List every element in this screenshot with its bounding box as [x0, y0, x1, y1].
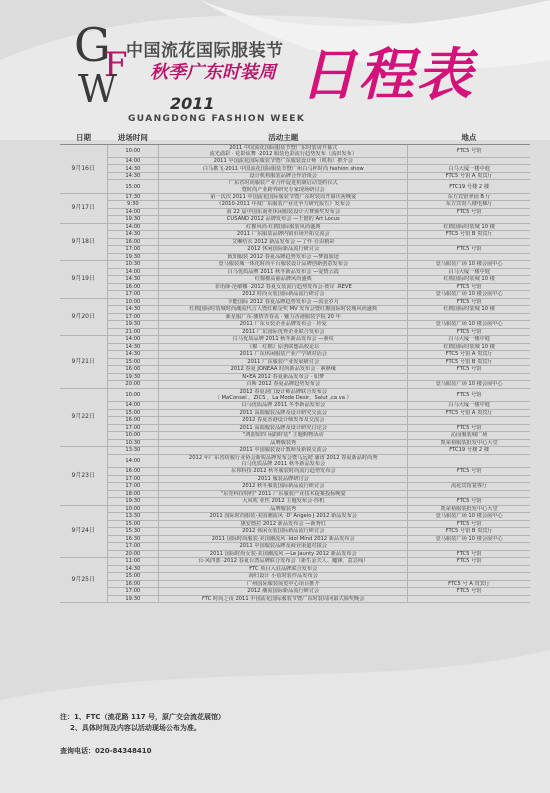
time-cell: 15:30 — [107, 528, 159, 536]
table-row — [60, 468, 530, 476]
table-row — [60, 238, 530, 246]
location-cell: FTC5 号馆 — [408, 366, 530, 374]
topic-cell: 广东省时尚服装产业合作促进机制启动签约仪式 暨时尚产业跨界研究专家现场研讨会 — [159, 180, 408, 193]
topic-cell: "鸿韵如四 闲韵时装" 主题购物活动 — [159, 432, 408, 440]
topic-cell: 黛安德拉 2012 新品发布会 —新秀红 — [159, 520, 408, 528]
time-cell: 20:00 — [107, 550, 159, 558]
date-cell: 9月17日 — [60, 193, 107, 223]
table-row — [60, 475, 530, 483]
location-cell: FTC5 号馆 B 贵宾厅 — [408, 358, 530, 366]
event-subtitle-cn: 秋季广东时装周 — [150, 62, 276, 83]
table-row — [60, 321, 530, 329]
location-cell — [408, 543, 530, 551]
table-row — [60, 535, 530, 543]
time-cell: 17:00 — [107, 483, 159, 491]
table-row — [60, 172, 530, 180]
table-row — [60, 417, 530, 425]
location-cell: 白马大厦一楼中庭 — [408, 268, 530, 276]
location-cell: 白马大厦一楼中庭 — [408, 336, 530, 344]
location-cell: FTC5 号 A 贵宾厅 — [408, 580, 530, 588]
table-header-row — [60, 131, 530, 144]
location-cell: FTC5 号馆 B 贵宾厅 — [408, 528, 530, 536]
topic-cell: 红棉棉高丽品牌风尚盛典 — [159, 276, 408, 284]
time-cell: 16:00 — [107, 238, 159, 246]
topic-cell: 台·风四部 ·2012 春夏台湾品牌联合发布会（新生金夫人、魔锋、意芸线） — [159, 558, 408, 566]
location-cell: 白马大厦一楼中庭 — [408, 165, 530, 173]
topic-cell: 品牌服装秀 — [159, 505, 408, 513]
table-row — [60, 328, 530, 336]
table-row — [60, 528, 530, 536]
header-date: 日期 — [60, 131, 107, 144]
time-cell: 15:00 — [107, 180, 159, 193]
table-row — [60, 424, 530, 432]
location-cell: FTC5 号馆 — [408, 298, 530, 306]
schedule-body — [60, 144, 530, 603]
date-cell: 9月22日 — [60, 388, 107, 446]
time-cell: 13:30 — [107, 447, 159, 455]
topic-cell: N•EA 2012 春夏新品发布会 · 如梦 — [159, 373, 408, 381]
time-cell: 17:00 — [107, 246, 159, 254]
topic-cell: 卡能国际 2012 春夏品牌趋势发布会 —流金岁月 — [159, 298, 408, 306]
table-row — [60, 381, 530, 389]
header-location: 地点 — [408, 131, 530, 144]
location-cell: FTC5 号馆 — [408, 144, 530, 157]
topic-cell: 百斯 2012 春夏品牌趋势发布会 — [159, 381, 408, 389]
time-cell: 14:30 — [107, 276, 159, 284]
location-cell: FTC5 号馆 — [408, 246, 530, 254]
topic-cell: 2012 春夏 JONEAA 时尚新品发布会 · 素颜缘 — [159, 366, 408, 374]
topic-cell: 2011 中国服装设计教师及新锐交流会 — [159, 447, 408, 455]
location-cell: FTC5 号馆 — [408, 520, 530, 528]
time-cell: 9:30 — [107, 201, 159, 209]
time-cell: 18:00 — [107, 490, 159, 498]
topic-cell: 菲语薛·范敏娜 ·2012 春夏女装流行趋势发布会·彼岸 .REVE — [159, 283, 408, 291]
time-cell: 10:00 — [107, 144, 159, 157]
topic-cell: 《2010-2011 年度广东服装产业竞争力研究报告》发布会 — [159, 201, 408, 209]
note-1: 注：1、FTC（流花路 117 号，原广交会流花展馆） — [60, 713, 226, 721]
time-cell: 19:30 — [107, 498, 159, 506]
location-cell: 壹马服装广场 10 楼会展中心 — [408, 513, 530, 521]
location-cell: FTC5 号馆 — [408, 498, 530, 506]
table-row — [60, 498, 530, 506]
time-cell: 14:00 — [107, 402, 159, 410]
location-cell: FTC5 号馆 — [408, 283, 530, 291]
topic-cell: 2012 休闲女装国际新品流行研讨会 — [159, 528, 408, 536]
location-cell — [408, 595, 530, 603]
location-cell: FTC5 号馆 — [408, 550, 530, 558]
topic-cell: 2011 国际时尚服装·美国潮流风 ·D' Angelo J 2012 新品发布会 — [159, 513, 408, 521]
table-row — [60, 253, 530, 261]
location-cell: 红棉国际时装城 10 楼 — [408, 306, 530, 314]
table-row — [60, 490, 530, 498]
header-time: 进场时间 — [107, 131, 159, 144]
topic-cell: 2012 潮流国际新品流行研讨会 — [159, 588, 408, 596]
table-row — [60, 231, 530, 239]
topic-cell: 2011 广东女装企业品牌发布会 · 珍爱 — [159, 321, 408, 329]
topic-cell: 艾琳结衣 2012 新品发布会 —了作·自由精彩 — [159, 238, 408, 246]
topic-cell: 白马优质品牌 2011 秋冬新品发布会 —爱情云霞 — [159, 268, 408, 276]
location-cell: FTC5 号馆 — [408, 328, 530, 336]
table-row — [60, 573, 530, 581]
location-cell: 凯荣裕服装批发中心大堂 — [408, 439, 530, 447]
time-cell: 10:30 — [107, 261, 159, 269]
location-cell — [408, 454, 530, 467]
date-cell: 9月23日 — [60, 447, 107, 505]
location-cell: FTC5 号馆 A 贵宾厅 — [408, 409, 530, 417]
time-cell: 20:00 — [107, 381, 159, 389]
topic-cell: 2011 广东休闲服装产业产学研对话会 — [159, 351, 408, 359]
time-cell: 15:00 — [107, 409, 159, 417]
date-cell: 9月16日 — [60, 144, 107, 193]
location-cell: 壹马服装广场 10 楼会展中心 — [408, 321, 530, 329]
time-cell: 14:30 — [107, 343, 159, 351]
topic-cell: 2012 年广东省纺服行业协会新锐品牌发布会暨马远彻 潘涛 2012 春夏新品时尚秀 白马优质品牌 2011 秋冬新品发布会 — [159, 454, 408, 467]
topic-cell: 2012 时尚女装国际新品流行研讨会 — [159, 291, 408, 299]
time-cell: 10:00 — [107, 432, 159, 440]
time-cell: 10:00 — [107, 388, 159, 401]
time-cell: 10:00 — [107, 298, 159, 306]
topic-cell: 大风吹 亚性 2012 主题发布会·你机 — [159, 498, 408, 506]
location-cell — [408, 216, 530, 224]
date-cell: 9月25日 — [60, 558, 107, 603]
header — [0, 0, 550, 130]
time-cell: 15:00 — [107, 358, 159, 366]
location-cell — [408, 253, 530, 261]
time-cell: 10:30 — [107, 439, 159, 447]
table-row — [60, 358, 530, 366]
topic-cell: 设计机构服装品牌合作洽谈会 — [159, 172, 408, 180]
time-cell: 14:30 — [107, 306, 159, 314]
date-cell: 9月19日 — [60, 261, 107, 299]
time-cell: 17:30 — [107, 193, 159, 201]
time-cell: 21:00 — [107, 328, 159, 336]
table-row — [60, 201, 530, 209]
time-cell: 16:00 — [107, 580, 159, 588]
time-cell: 17:00 — [107, 543, 159, 551]
time-cell: 16:30 — [107, 535, 159, 543]
location-cell: FTC5 号馆 — [408, 468, 530, 476]
location-cell: 白马大厦一楼中庭 — [408, 402, 530, 410]
time-cell: 19:30 — [107, 253, 159, 261]
location-cell — [408, 573, 530, 581]
table-row — [60, 447, 530, 455]
event-year: 2011 — [170, 94, 215, 113]
date-cell: 9月18日 — [60, 223, 107, 261]
notes — [60, 712, 530, 734]
topic-cell: 2011 中国服装品牌及商业渠道对接会 — [159, 543, 408, 551]
table-row — [60, 208, 530, 216]
table-row — [60, 291, 530, 299]
topic-cell: 红棉国际时装城时尚潮流代言人暨红棉金奖 MV 发布会暨红棉国际时装城风尚盛典 — [159, 306, 408, 314]
time-cell: 15:00 — [107, 573, 159, 581]
table-row — [60, 373, 530, 381]
topic-cell: 广州国际服装展览中心项目推介 — [159, 580, 408, 588]
table-row — [60, 483, 530, 491]
topic-cell: 2012 春夏香港设计师发布及交流会 — [159, 417, 408, 425]
table-row — [60, 216, 530, 224]
table-row — [60, 246, 530, 254]
date-cell: 9月20日 — [60, 298, 107, 336]
location-cell: FTC19 号楼 2 楼 — [408, 447, 530, 455]
topic-cell: 白马优质品牌 2011 冬季新品发布会 — [159, 402, 408, 410]
event-title-en: GUANGDONG FASHION WEEK — [128, 114, 306, 124]
topic-cell: 第 22 届中国东南亚休闲服装设计大赛颁奖发布会 — [159, 208, 408, 216]
time-cell: 14:30 — [107, 351, 159, 359]
table-row — [60, 283, 530, 291]
location-cell: 东方宾馆翠园 B 厅 — [408, 193, 530, 201]
time-cell: 17:00 — [107, 475, 159, 483]
time-cell: 19:30 — [107, 216, 159, 224]
time-cell: 14:00 — [107, 268, 159, 276]
table-row — [60, 595, 530, 603]
table-row — [60, 402, 530, 410]
table-row — [60, 351, 530, 359]
topic-cell: 2011 广东服装产业发展研讨会 — [159, 358, 408, 366]
time-cell: 13:30 — [107, 513, 159, 521]
time-cell: 10:00 — [107, 505, 159, 513]
schedule-title: 日程表 — [300, 43, 474, 108]
time-cell: 17:00 — [107, 588, 159, 596]
gfw-logo — [72, 18, 142, 111]
table-row — [60, 193, 530, 201]
topic-cell: 2011 服装品牌研讨会 — [159, 475, 408, 483]
time-cell: 17:00 — [107, 313, 159, 321]
location-cell — [408, 490, 530, 498]
location-cell: FTC19 号楼 2 楼 — [408, 180, 530, 193]
time-cell: 14:30 — [107, 172, 159, 180]
topic-cell: 2011 国际时尚服装·美国潮流风 ·Idol Mind 2012 新品发布会 — [159, 535, 408, 543]
time-cell: 16:00 — [107, 366, 159, 374]
location-cell: FTC5 号馆 — [408, 588, 530, 596]
table-row — [60, 409, 530, 417]
table-row — [60, 513, 530, 521]
table-row — [60, 306, 530, 314]
location-cell: 沁园服装城广场 — [408, 432, 530, 440]
location-cell: 流花宾馆宴客厅 — [408, 483, 530, 491]
time-cell: 14:00 — [107, 157, 159, 165]
topic-cell: 2012 春夏洞门设计师品牌联合发布会 （ MaConsel ，ZICS ，La Mode Desir，Salut ,ca va ） — [159, 388, 408, 401]
table-row — [60, 298, 530, 306]
table-row — [60, 268, 530, 276]
table-row — [60, 432, 530, 440]
location-cell: FTC5 号馆 A 贵宾厅 — [408, 351, 530, 359]
location-cell: 凯荣裕服装批发中心大堂 — [408, 505, 530, 513]
note-2: 2、具体时间及内容以活动现场公布为准。 — [70, 724, 201, 732]
table-row — [60, 223, 530, 231]
time-cell: 16:00 — [107, 283, 159, 291]
topic-cell: FTC 时尚之夜 2011 中国流花国际服装节暨广东时装周闭幕式颁奖晚会 — [159, 595, 408, 603]
topic-cell: 2011 中国流花国际服装节暨广东时装周开幕式 流光溢彩 · 花影炫舞 ·2012 服装色彩流行趋势发布（流田发布） — [159, 144, 408, 157]
location-cell — [408, 565, 530, 573]
table-row — [60, 520, 530, 528]
location-cell: 壹马服装广场 10 楼会展中心 — [408, 261, 530, 269]
time-cell: 15:00 — [107, 520, 159, 528]
location-cell — [408, 157, 530, 165]
date-cell: 9月24日 — [60, 505, 107, 558]
topic-cell: 2011 高端服装品牌及设计研究交流会 — [159, 409, 408, 417]
topic-cell: 白马携飞·2011 中国流花国际服装节暨广州白马杯时尚 fashion show — [159, 165, 408, 173]
table-row — [60, 144, 530, 157]
topic-cell: CUSAND 2012 品牌发布会 —王锴的 Art Locus — [159, 216, 408, 224]
time-cell: 11:00 — [107, 558, 159, 566]
topic-cell: 白马优质品牌 2011 秋冬新品发布会 —素纹 — [159, 336, 408, 344]
topic-cell: 第一次次 2011 中国流花国际服装节暨广东时装周开幕庆祝晚宴 — [159, 193, 408, 201]
time-cell: 19:30 — [107, 595, 159, 603]
topic-cell: 壹马服装城一体化时尚平台服装设计品牌创新创意发布会 — [159, 261, 408, 269]
location-cell — [408, 417, 530, 425]
time-cell: 14:00 — [107, 336, 159, 344]
topic-cell: 《棉 · 红棉》原创联想高校论坛 — [159, 343, 408, 351]
date-cell: 9月21日 — [60, 336, 107, 389]
table-row — [60, 276, 530, 284]
table-row — [60, 388, 530, 401]
location-cell — [408, 475, 530, 483]
time-cell: 14:00 — [107, 223, 159, 231]
table-row — [60, 558, 530, 566]
topic-cell: 品牌服装秀 — [159, 439, 408, 447]
table-row — [60, 313, 530, 321]
location-cell: 红棉国际时装城 10 楼 — [408, 343, 530, 351]
location-cell: FTC5 号馆 B 贵宾厅 — [408, 231, 530, 239]
time-cell: 14:30 — [107, 565, 159, 573]
location-cell: FTC5 号馆 — [408, 388, 530, 401]
table-row — [60, 454, 530, 467]
topic-cell: FTC 项目入驻品牌联合发布会 — [159, 565, 408, 573]
time-cell: 17:00 — [107, 424, 159, 432]
table-row — [60, 580, 530, 588]
location-cell: 壹马服装广场 10 楼会展中心 — [408, 535, 530, 543]
table-row — [60, 505, 530, 513]
table-row — [60, 180, 530, 193]
location-cell: 壹马服装广场 10 楼会展中心 — [408, 381, 530, 389]
location-cell: FTC5 号馆 A 贵宾厅 — [408, 172, 530, 180]
time-cell: 14:30 — [107, 231, 159, 239]
location-cell: FTC5 号馆 — [408, 558, 530, 566]
location-cell — [408, 313, 530, 321]
topic-cell: 红棉风尚·红棉国际服装风尚盛典 — [159, 223, 408, 231]
location-cell: FTC5 号馆 — [408, 424, 530, 432]
topic-cell: 东邦科技 2012 秋冬服装时尚流行趋势发布会 — [159, 468, 408, 476]
location-cell: 壹马服装广场 10 楼会展中心 — [408, 291, 530, 299]
location-cell: 东方宾馆八楼电梯厅 — [408, 201, 530, 209]
location-cell: 红棉国际时装城 10 楼 — [408, 276, 530, 284]
table-row — [60, 565, 530, 573]
table-row — [60, 343, 530, 351]
table-row — [60, 336, 530, 344]
logo-letter-w: W — [78, 67, 118, 111]
table-row — [60, 543, 530, 551]
topic-cell: 2011 国际时尚女装·美国潮流风 —Le Jaunty 2012 新品发布会 — [159, 550, 408, 558]
location-cell: FTC5 号馆 — [408, 208, 530, 216]
table-row — [60, 261, 530, 269]
topic-cell: 2012 秋冬服装国际新品流行研讨会 — [159, 483, 408, 491]
topic-cell: 新星服广东·激情青春盖 · 魅力香港服装学院 20 年 — [159, 313, 408, 321]
topic-cell: 2011 高端服装品牌及设计研究讨论会 — [159, 424, 408, 432]
time-cell: 16:00 — [107, 417, 159, 425]
time-cell: 17:00 — [107, 291, 159, 299]
topic-cell: 2011 广东服装品牌内销市场开拓交流会 — [159, 231, 408, 239]
topic-cell: 海归设计 小蓓时装作品发布会 — [159, 573, 408, 581]
time-cell: 14:30 — [107, 165, 159, 173]
location-cell: 红棉国际时装城 10 楼 — [408, 223, 530, 231]
time-cell: 14:00 — [107, 208, 159, 216]
table-row — [60, 165, 530, 173]
topic-cell: "东莞科技特约" 2011 广东服装产业技术提案投标晚宴 — [159, 490, 408, 498]
topic-cell: 致知服装 2012 春夏品牌趋势发布会 —梦圆旅途 — [159, 253, 408, 261]
topic-cell: 2011 中国流花国际服装节暨广东服装设计师（机构）推介会 — [159, 157, 408, 165]
schedule-table — [60, 131, 530, 603]
location-cell — [408, 373, 530, 381]
table-row — [60, 550, 530, 558]
table-row — [60, 588, 530, 596]
contact-phone: 查询电话：020-84348410 — [60, 747, 152, 755]
time-cell: 16:00 — [107, 468, 159, 476]
table-row — [60, 157, 530, 165]
table-row — [60, 366, 530, 374]
table-row — [60, 439, 530, 447]
logo-letter-f: F — [104, 45, 128, 85]
location-cell — [408, 238, 530, 246]
time-cell: 19:30 — [107, 373, 159, 381]
event-title-cn: 中国流花国际服装节 — [126, 41, 284, 61]
topic-cell: 2011 广东国际优秀企业联合发布会 — [159, 328, 408, 336]
logo-letter-g: G — [74, 18, 111, 72]
topic-cell: 2012 休闲国际新品流行研讨会 — [159, 246, 408, 254]
time-cell: 14:00 — [107, 454, 159, 467]
schedule-table-container — [60, 131, 530, 603]
time-cell: 19:30 — [107, 321, 159, 329]
header-topic: 活动主题 — [159, 131, 408, 144]
